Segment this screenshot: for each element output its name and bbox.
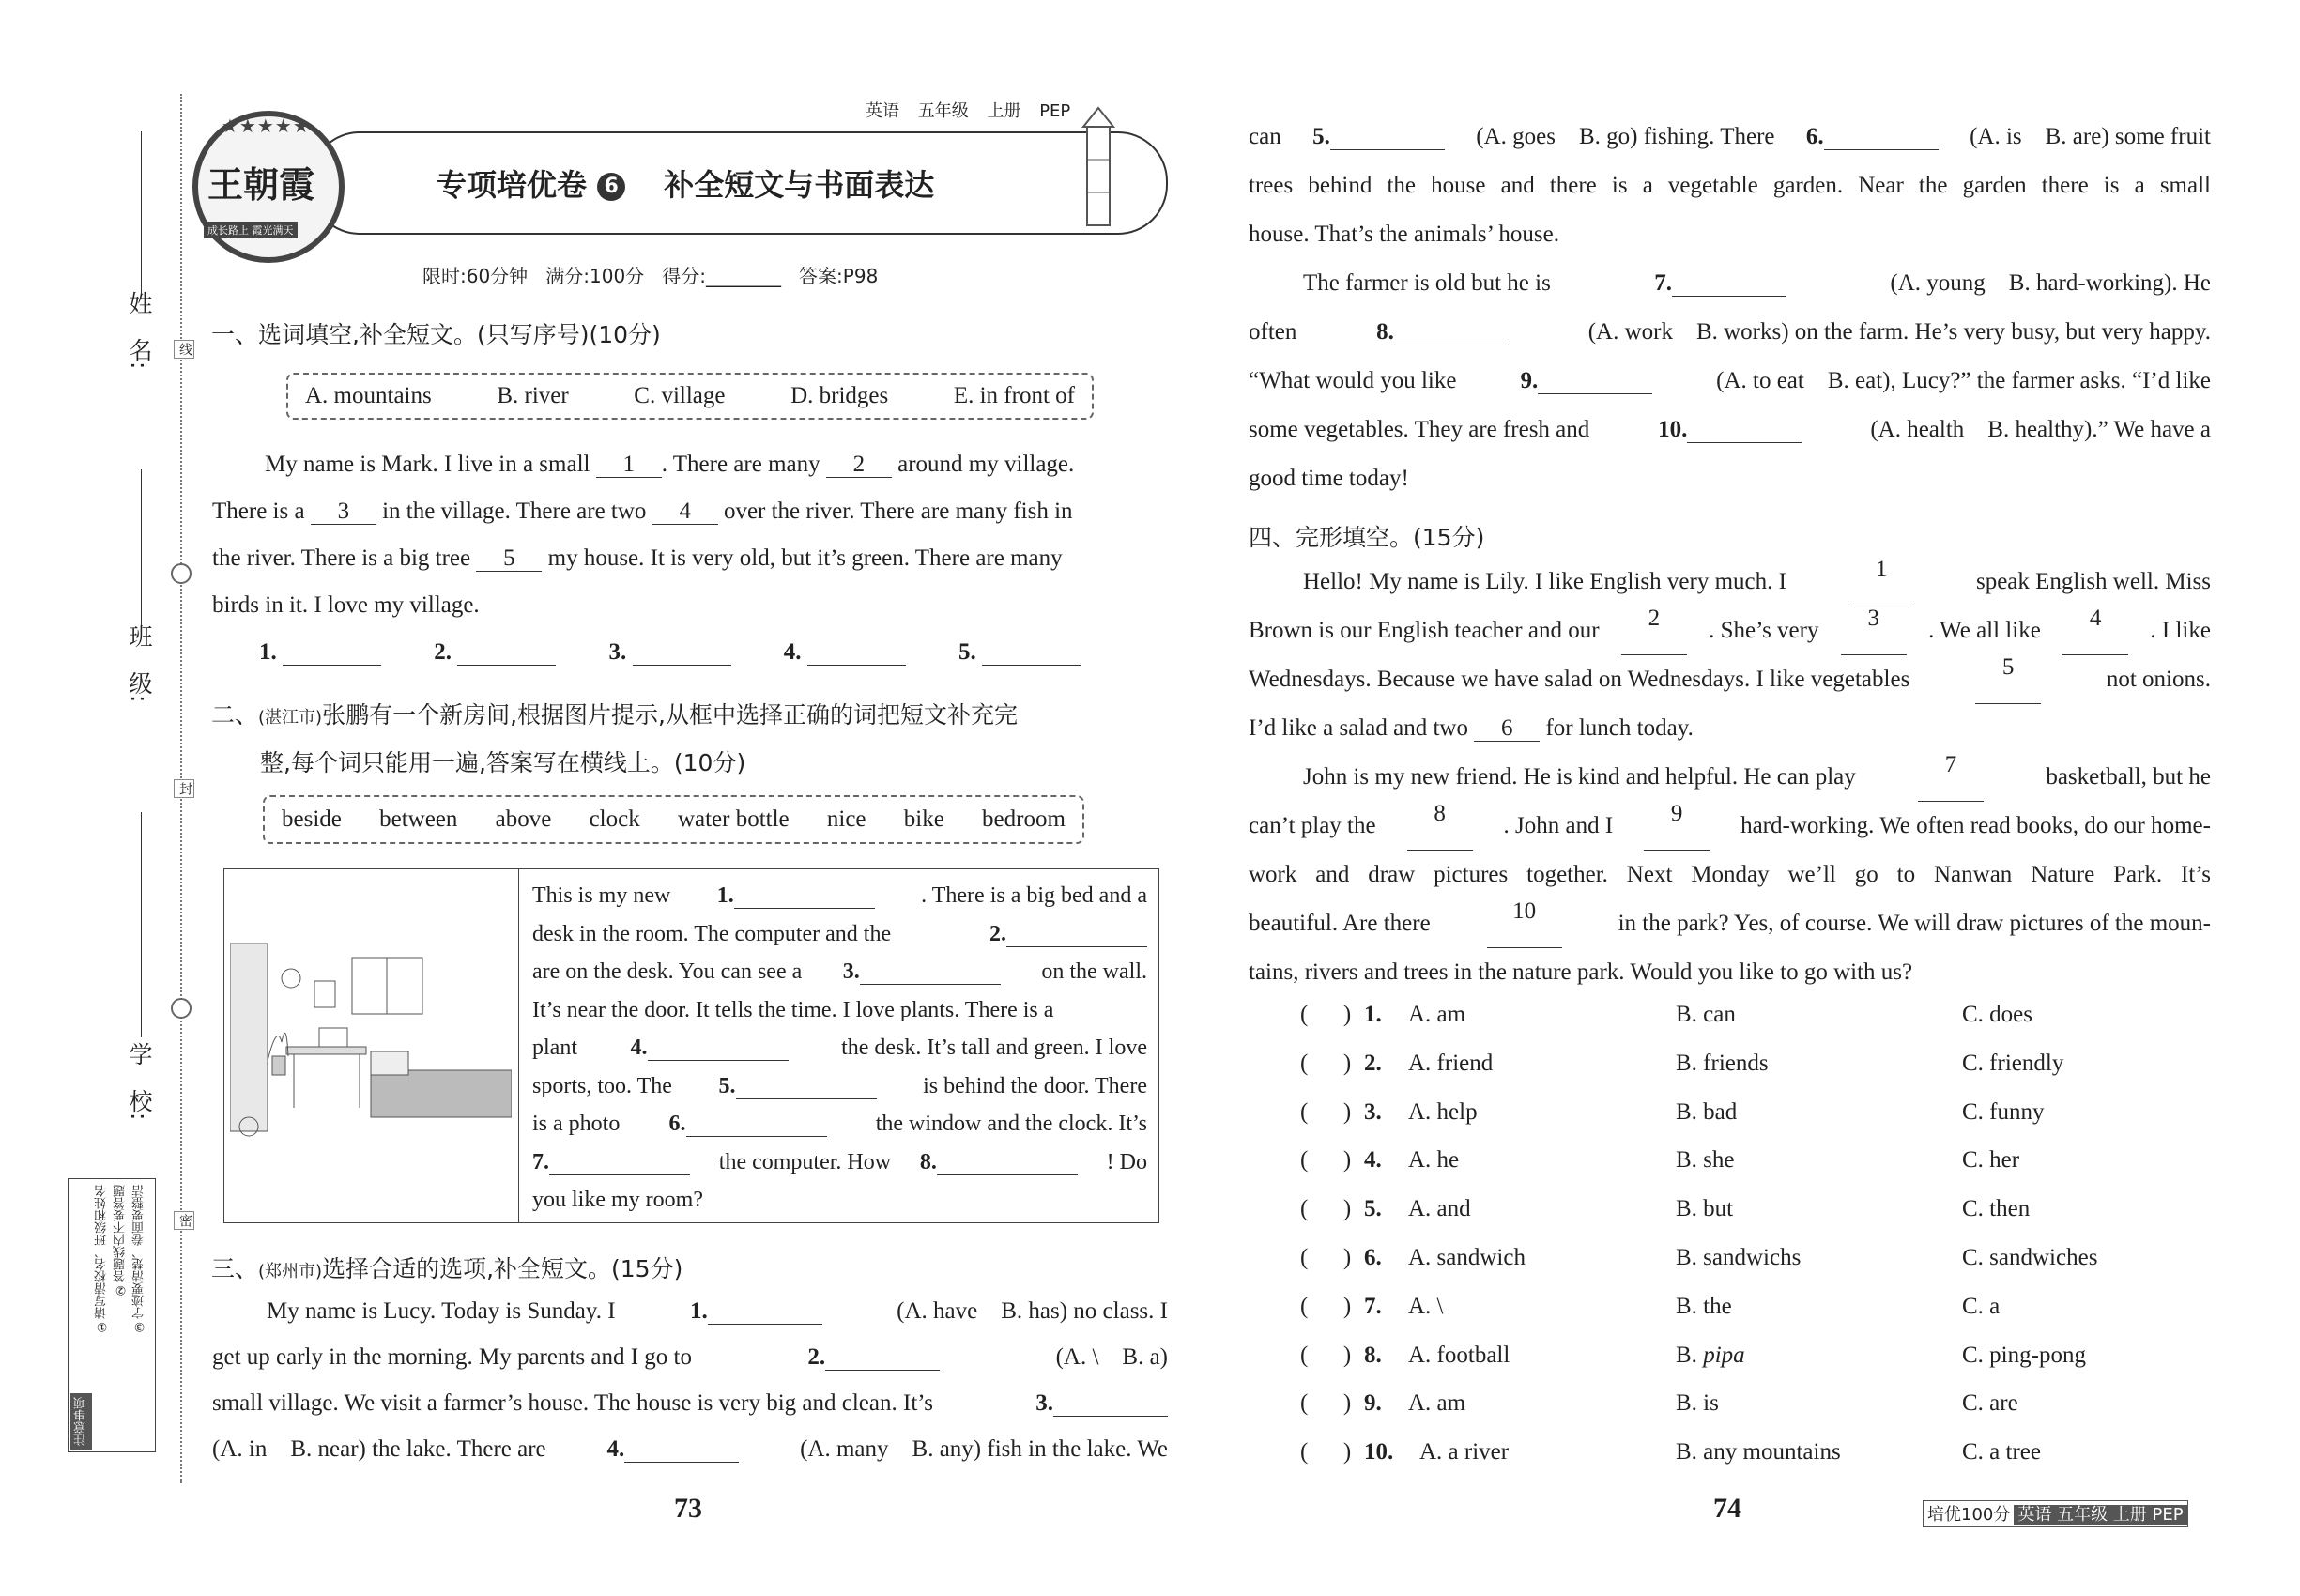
option-a: A. am bbox=[1408, 1390, 1466, 1417]
school-field-line[interactable] bbox=[141, 812, 142, 1037]
answer-field[interactable] bbox=[1687, 418, 1802, 443]
option-a: A. sandwich bbox=[1408, 1245, 1526, 1270]
question-number: 2. bbox=[1364, 1050, 1382, 1076]
answer-field[interactable] bbox=[860, 959, 1001, 985]
blank-5: 5 bbox=[476, 546, 542, 572]
option-b: B. the bbox=[1676, 1293, 1732, 1319]
option-c: C. sandwiches bbox=[1962, 1245, 2098, 1270]
answer-bracket[interactable]: ( ) bbox=[1300, 1342, 1352, 1368]
option-b: B. she bbox=[1676, 1147, 1735, 1174]
answer-field[interactable] bbox=[624, 1437, 739, 1463]
question-number: 6. bbox=[1364, 1245, 1382, 1270]
answer-field[interactable] bbox=[283, 640, 381, 666]
seal-tag-line: 线 bbox=[174, 340, 194, 359]
answer-field[interactable] bbox=[825, 1345, 940, 1371]
section-3-heading: 三、(郑州市)选择合适的选项,补全短文。(15分) bbox=[211, 1255, 683, 1282]
question-number: 8. bbox=[1364, 1342, 1382, 1368]
section-1-passage: My name is Mark. I live in a small 1 . There are many 2 around my village. There is a 3 in the village. There are two 4 over the river. There are many fish in the river. There is a big tree 5 my house. It is very old, but it’s green. There are many birds in it. I love my village. 1. 2. 3. 4. 5. bbox=[212, 441, 1170, 676]
answer-bracket[interactable]: ( ) bbox=[1300, 1098, 1352, 1125]
option-a: A. help bbox=[1408, 1098, 1478, 1125]
name-field-line[interactable] bbox=[141, 131, 142, 296]
option-c: C. friendly bbox=[1962, 1050, 2064, 1076]
answer-field[interactable] bbox=[937, 1150, 1078, 1175]
title-main: 补全短文与书面表达 bbox=[664, 167, 935, 203]
page-number-right: 74 bbox=[1713, 1493, 1741, 1524]
clock-icon bbox=[282, 969, 300, 988]
answer-field[interactable] bbox=[734, 883, 875, 909]
word-option: A. mountains bbox=[305, 383, 432, 408]
answer-label: 3. bbox=[608, 639, 627, 665]
answer-bracket[interactable]: ( ) bbox=[1300, 1196, 1352, 1222]
option-a: A. am bbox=[1408, 1002, 1466, 1027]
answer-field[interactable] bbox=[1330, 125, 1445, 150]
notes-box bbox=[68, 1178, 156, 1452]
option-c: C. funny bbox=[1962, 1098, 2045, 1125]
seal-tag-seal: 封 bbox=[174, 779, 194, 798]
section-2-heading: 二、(湛江市)张鹏有一个新房间,根据图片提示,从框中选择正确的词把短文补充完 整,每个词只能用一遍,答案写在横线上。(10分) bbox=[211, 701, 1018, 776]
answer-bracket[interactable]: ( ) bbox=[1300, 1390, 1352, 1417]
answer-field[interactable] bbox=[1006, 922, 1147, 947]
answer-field[interactable] bbox=[708, 1299, 822, 1325]
note-item: ③字迹要清楚、卷面要整洁 bbox=[132, 1185, 146, 1333]
footer-badge-series: 培优100分 bbox=[1927, 1505, 2011, 1525]
answer-label: 1. bbox=[259, 639, 277, 665]
answer-field[interactable] bbox=[1053, 1391, 1168, 1417]
title-prefix: 专项培优卷 bbox=[437, 167, 588, 203]
answer-field[interactable] bbox=[457, 640, 556, 666]
option-b: B. pipa bbox=[1676, 1342, 1745, 1368]
tag-subject: 英语 bbox=[866, 101, 899, 121]
answer-field[interactable] bbox=[686, 1112, 827, 1137]
answer-field[interactable] bbox=[633, 640, 731, 666]
word-option: between bbox=[379, 806, 458, 832]
option-b: B. bad bbox=[1676, 1098, 1738, 1125]
option-b: B. but bbox=[1676, 1196, 1734, 1222]
tag-grade: 五年级 bbox=[917, 101, 969, 121]
logo-tagline: 成长路上 霞光满天 bbox=[204, 222, 298, 238]
subject-tags bbox=[866, 98, 1070, 122]
option-a: A. \ bbox=[1408, 1293, 1444, 1319]
word-option: B. river bbox=[497, 383, 569, 408]
option-b: B. friends bbox=[1676, 1050, 1769, 1076]
exam-meta: 限时:60分钟 满分:100分 得分:________ 答案:P98 bbox=[422, 265, 879, 287]
title-number-badge: 6 bbox=[597, 173, 625, 201]
option-c: C. a tree bbox=[1962, 1439, 2041, 1466]
question-number: 4. bbox=[1364, 1147, 1382, 1174]
answer-field[interactable] bbox=[1672, 271, 1786, 297]
option-c: C. ping-pong bbox=[1962, 1342, 2086, 1368]
bedroom-illustration bbox=[230, 929, 512, 1145]
question-number: 3. bbox=[1364, 1098, 1382, 1125]
region-tag: (湛江市) bbox=[258, 708, 323, 728]
section-3-passage-continued: can 5. (A. goes B. go) fishing. There 6. (A. is B. are) some fruit trees behind the house and there is a vegetable garden. Near the garden there is a small house. That’s the animals’ house. The farmer is old but he is 7. (A. young B. hard-working). He often 8. (A. work B. works) on the farm. He’s very busy, but very happy. “What would you like 9. (A. to eat B. eat), Lucy?” the farmer asks. “I’d like some vegetables. They are fresh and 10. (A. health B. healthy).” We have a good time today! bbox=[1249, 124, 2211, 491]
word-option: D. bridges bbox=[790, 383, 889, 408]
answer-bracket[interactable]: ( ) bbox=[1300, 1147, 1352, 1174]
page-number-left: 73 bbox=[674, 1493, 702, 1524]
option-a: A. football bbox=[1408, 1342, 1510, 1368]
logo-stars-icon: ★★★★★ bbox=[222, 116, 311, 137]
footer-badge-subject: 英语 五年级 上册 PEP bbox=[2014, 1505, 2186, 1525]
option-b: B. can bbox=[1676, 1002, 1736, 1027]
option-c: C. a bbox=[1962, 1293, 2001, 1319]
option-a: A. he bbox=[1408, 1147, 1460, 1174]
brand-logo bbox=[192, 111, 345, 263]
option-b: B. any mountains bbox=[1676, 1439, 1841, 1466]
option-a: A. friend bbox=[1408, 1050, 1494, 1076]
option-a: A. and bbox=[1408, 1196, 1471, 1222]
word-option: clock bbox=[589, 806, 640, 832]
footer-badge bbox=[1923, 1500, 2188, 1527]
notes-title: 注意事项 bbox=[70, 1393, 92, 1450]
tag-term: 上册 bbox=[987, 101, 1021, 121]
question-number: 9. bbox=[1364, 1390, 1382, 1417]
answer-field[interactable] bbox=[807, 640, 906, 666]
question-number: 1. bbox=[1364, 1002, 1382, 1027]
answer-label: 2. bbox=[434, 639, 452, 665]
punch-hole-icon bbox=[171, 563, 192, 584]
answer-field[interactable] bbox=[736, 1074, 877, 1099]
answer-field[interactable] bbox=[549, 1150, 690, 1175]
question-number: 5. bbox=[1364, 1196, 1382, 1222]
note-item: ①请写清校名、班级和姓名 bbox=[95, 1185, 109, 1333]
answer-label: 4. bbox=[783, 639, 802, 665]
option-c: C. does bbox=[1962, 1002, 2032, 1027]
answer-bracket[interactable]: ( ) bbox=[1300, 1050, 1352, 1076]
class-field-line[interactable] bbox=[141, 469, 142, 629]
answer-field[interactable] bbox=[1394, 320, 1509, 345]
option-c: C. her bbox=[1962, 1147, 2020, 1174]
word-option: nice bbox=[826, 806, 866, 832]
logo-text: 王朝霞 bbox=[207, 163, 315, 206]
frame-divider bbox=[518, 868, 519, 1223]
word-option: E. in front of bbox=[953, 383, 1075, 408]
option-a: A. a river bbox=[1419, 1439, 1510, 1466]
blank-3: 3 bbox=[311, 499, 376, 525]
option-b: B. sandwichs bbox=[1676, 1245, 1802, 1270]
option-c: C. are bbox=[1962, 1390, 2018, 1417]
word-option: water bottle bbox=[677, 806, 790, 832]
class-label: 班 级: bbox=[126, 624, 153, 703]
answer-bracket[interactable]: ( ) bbox=[1300, 1439, 1352, 1466]
tag-edition: PEP bbox=[1039, 101, 1071, 121]
punch-hole-icon bbox=[171, 998, 192, 1019]
section-2-passage: This is my new 1. . There is a big bed and a desk in the room. The computer and the 2. are on the desk. You can see a 3. on the wall. It’s near the door. It tells the time. I love plants. There is a plant 4. the desk. It’s tall and green. I love sports, too. The 5. is behind the door. There is a photo 6. the window and the clock. It’s 7. the computer. How 8. ! Do you like my room? bbox=[532, 883, 1147, 1212]
answer-bracket[interactable]: ( ) bbox=[1300, 1245, 1352, 1270]
answer-field[interactable] bbox=[1824, 125, 1939, 150]
blank-2: 2 bbox=[826, 453, 892, 478]
answer-field[interactable] bbox=[982, 640, 1081, 666]
word-option: beside bbox=[282, 806, 342, 832]
region-tag: (郑州市) bbox=[258, 1262, 323, 1281]
question-number: 7. bbox=[1364, 1293, 1382, 1319]
answer-label: 5. bbox=[958, 639, 976, 665]
word-option: bedroom bbox=[982, 806, 1066, 832]
name-label: 姓 名: bbox=[126, 291, 153, 370]
answer-bracket[interactable]: ( ) bbox=[1300, 1002, 1352, 1027]
question-number: 10. bbox=[1364, 1439, 1394, 1466]
word-option: above bbox=[495, 806, 552, 832]
blank-1: 1 bbox=[596, 453, 662, 478]
blank-4: 4 bbox=[652, 499, 718, 525]
lighthouse-icon bbox=[1070, 103, 1127, 230]
seal-tag-close: 密 bbox=[174, 1211, 194, 1230]
section-1-word-box bbox=[286, 373, 1094, 420]
answer-bracket[interactable]: ( ) bbox=[1300, 1293, 1352, 1319]
section-4-passage: Hello! My name is Lily. I like English very much. I 1 speak English well. Miss Brown is our English teacher and our 2 . She’s very 3 . We all like 4 . I like Wednesdays. Because we have salad on Wednesdays. I like vegetables 5 not onions. I’d like a salad and two 6 for lunch today. John is my new friend. He is kind and helpful. He can play 7 basketball, but he can’t play the 8 . John and I 9 hard-working. We often read books, do our home- work and draw pictures together. Next Monday we’ll go to Nanwan Nature Park. It’s beautiful. Are there 10 in the park? Yes, of course. We will draw pictures of the moun- tains, rivers and trees in the nature park. Would you like to go with us? bbox=[1249, 557, 2211, 985]
word-option: C. village bbox=[634, 383, 726, 408]
answer-field[interactable] bbox=[1538, 369, 1652, 394]
answer-field[interactable] bbox=[648, 1036, 789, 1061]
option-c: C. then bbox=[1962, 1196, 2031, 1222]
page-title bbox=[437, 161, 934, 205]
school-label: 学 校: bbox=[126, 1042, 153, 1121]
option-b: B. is bbox=[1676, 1390, 1719, 1417]
section-4-heading: 四、完形填空。(15分) bbox=[1249, 524, 1485, 551]
section-1-heading: 一、选词填空,补全短文。(只写序号)(10分) bbox=[211, 321, 661, 348]
section-2-word-box bbox=[263, 795, 1084, 844]
note-item: ②答题线内不要答题 bbox=[114, 1185, 128, 1297]
section-3-passage: My name is Lucy. Today is Sunday. I 1. (A. have B. has) no class. I get up early in the morning. My parents and I go to 2. (A. \ B. a) small village. We visit a farmer’s house. The house is very big and clean. It’s 3. (A. in B. near) the lake. There are 4. (A. many B. any) fish in the lake. We bbox=[212, 1298, 1168, 1462]
word-option: bike bbox=[903, 806, 944, 832]
